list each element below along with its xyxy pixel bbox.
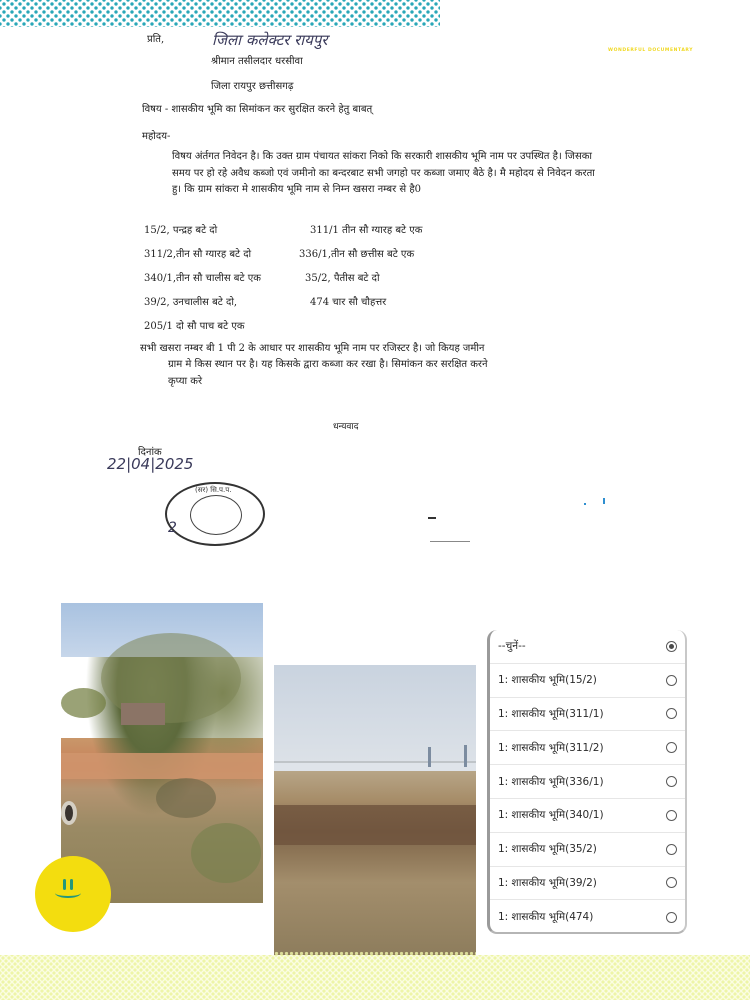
khasra-select-list[interactable] xyxy=(487,630,687,934)
khasra-col1: 311/2,तीन सौ ग्यारह बटे दो xyxy=(144,249,252,260)
scan-artifact xyxy=(430,541,470,542)
radio-icon[interactable] xyxy=(666,742,677,753)
closing-line-2: ग्राम मे किस स्थान पर है। यह किसके द्वारा कब्जा कर रखा है। सिमांकन कर सरक्षित करने xyxy=(168,359,488,370)
option-39-2[interactable] xyxy=(490,867,685,901)
radio-icon[interactable] xyxy=(666,877,677,888)
stamp-inner-ring xyxy=(190,495,242,535)
addressee-line-1: श्रीमान तसीलदार धरसीवा xyxy=(211,56,303,67)
soil-mound xyxy=(274,805,476,845)
radio-icon[interactable] xyxy=(666,708,677,719)
radio-icon[interactable] xyxy=(666,675,677,686)
option-label: 1: शासकीय भूमि(336/1) xyxy=(498,775,604,788)
closing-line-1: सभी खसरा नम्बर बी 1 पी 2 के आधार पर शासकीय भूमि नाम पर रजिस्टर है। जो कियह जमीन xyxy=(140,343,485,354)
khasra-col1: 15/2, पन्द्रह बटे दो xyxy=(144,225,218,236)
scan-artifact xyxy=(584,503,586,505)
option-label: 1: शासकीय भूमि(15/2) xyxy=(498,674,597,687)
option-label: --चुनें-- xyxy=(498,640,526,653)
option-label: 1: शासकीय भूमि(474) xyxy=(498,911,594,924)
handwritten-addressee: जिला कलेक्टर रायपुर xyxy=(212,31,328,49)
road-shape xyxy=(61,753,263,779)
radio-icon[interactable] xyxy=(666,776,677,787)
bush-shape xyxy=(61,688,106,718)
option-35-2[interactable] xyxy=(490,833,685,867)
option-label: 1: शासकीय भूमि(311/2) xyxy=(498,741,604,754)
site-photo-2 xyxy=(274,665,476,967)
scan-artifact xyxy=(603,498,605,504)
stamp-signature: 2 xyxy=(168,520,177,536)
bush-shape xyxy=(191,823,261,883)
smiley-sticker-icon xyxy=(35,856,111,932)
khasra-col1: 205/1 दो सौ पाच बटे एक xyxy=(144,321,245,332)
radio-icon[interactable] xyxy=(666,912,677,923)
option-label: 1: शासकीय भूमि(39/2) xyxy=(498,876,597,889)
scan-artifact xyxy=(428,517,436,519)
smiley-mouth xyxy=(55,888,81,898)
skyline xyxy=(274,761,476,771)
khasra-col2: 474 चार सौ चौहत्तर xyxy=(310,297,387,308)
addressee-line-2: जिला रायपुर छत्तीसगढ़ xyxy=(211,81,294,92)
khasra-col1: 39/2, उनचालीस बटे दो, xyxy=(144,297,238,308)
radio-icon[interactable] xyxy=(666,844,677,855)
salutation: महोदय- xyxy=(142,131,171,142)
concrete-pipe xyxy=(61,801,77,825)
decorative-dot-pattern-top xyxy=(0,0,440,27)
option-311-1[interactable] xyxy=(490,698,685,732)
option-label: 1: शासकीय भूमि(340/1) xyxy=(498,809,604,822)
chimney xyxy=(428,747,431,767)
subject-line: विषय - शासकीय भूमि का सिमांकन कर सुरक्षित करने हेतु बाबत् xyxy=(142,104,373,115)
to-label: प्रति, xyxy=(147,34,165,45)
option-label: 1: शासकीय भूमि(35/2) xyxy=(498,843,597,856)
khasra-row xyxy=(144,246,415,260)
body-paragraph: विषय अंर्तगत निवेदन है। कि उक्त ग्राम पंचायत सांकरा निको कि सरकारी शासकीय भूमि नाम पर उपस्थित है। जिसका समय पर हो रहे अवैध कब्जो एवं जमीनो का बन्दरबाट सभी जगहो पर कब्जा जमाए बैठे है। मै महोदय से निवेदन करता हु। कि ग्राम सांकरा मे शासकीय भूमि नाम से निम्न खसरा नम्बर से है0 xyxy=(172,151,595,195)
closing-line-3: कृप्या करे xyxy=(168,376,203,387)
khasra-col1: 340/1,तीन सौ चालीस बटे एक xyxy=(144,273,261,284)
option-340-1[interactable] xyxy=(490,799,685,833)
option-336-1[interactable] xyxy=(490,765,685,799)
thanks: धन्यवाद xyxy=(333,422,359,432)
khasra-row xyxy=(144,270,380,284)
radio-selected-icon[interactable] xyxy=(666,641,677,652)
chimney xyxy=(464,745,467,767)
khasra-row xyxy=(144,294,387,308)
khasra-col2: 311/1 तीन सौ ग्यारह बटे एक xyxy=(310,225,423,236)
option-311-2[interactable] xyxy=(490,731,685,765)
khasra-col2: 35/2, पैतीस बटे दो xyxy=(305,273,380,284)
option-placeholder[interactable] xyxy=(490,630,685,664)
khasra-row xyxy=(144,222,423,236)
brand-tag: WONDERFUL DOCUMENTARY xyxy=(608,48,694,53)
radio-icon[interactable] xyxy=(666,810,677,821)
date-label: दिनांक xyxy=(138,447,162,458)
stamp-text: (सर) सि.प.प. xyxy=(195,486,232,494)
option-15-2[interactable] xyxy=(490,664,685,698)
decorative-dot-pattern-bottom xyxy=(0,955,750,1000)
khasra-col2: 336/1,तीन सौ छत्तीस बटे एक xyxy=(299,249,415,260)
house-shape xyxy=(121,703,165,725)
option-label: 1: शासकीय भूमि(311/1) xyxy=(498,707,604,720)
bush-shape xyxy=(156,778,216,818)
option-474[interactable] xyxy=(490,900,685,934)
khasra-row xyxy=(144,318,245,332)
site-photo-1 xyxy=(61,603,263,903)
handwritten-date: 22|04|2025 xyxy=(107,455,194,473)
